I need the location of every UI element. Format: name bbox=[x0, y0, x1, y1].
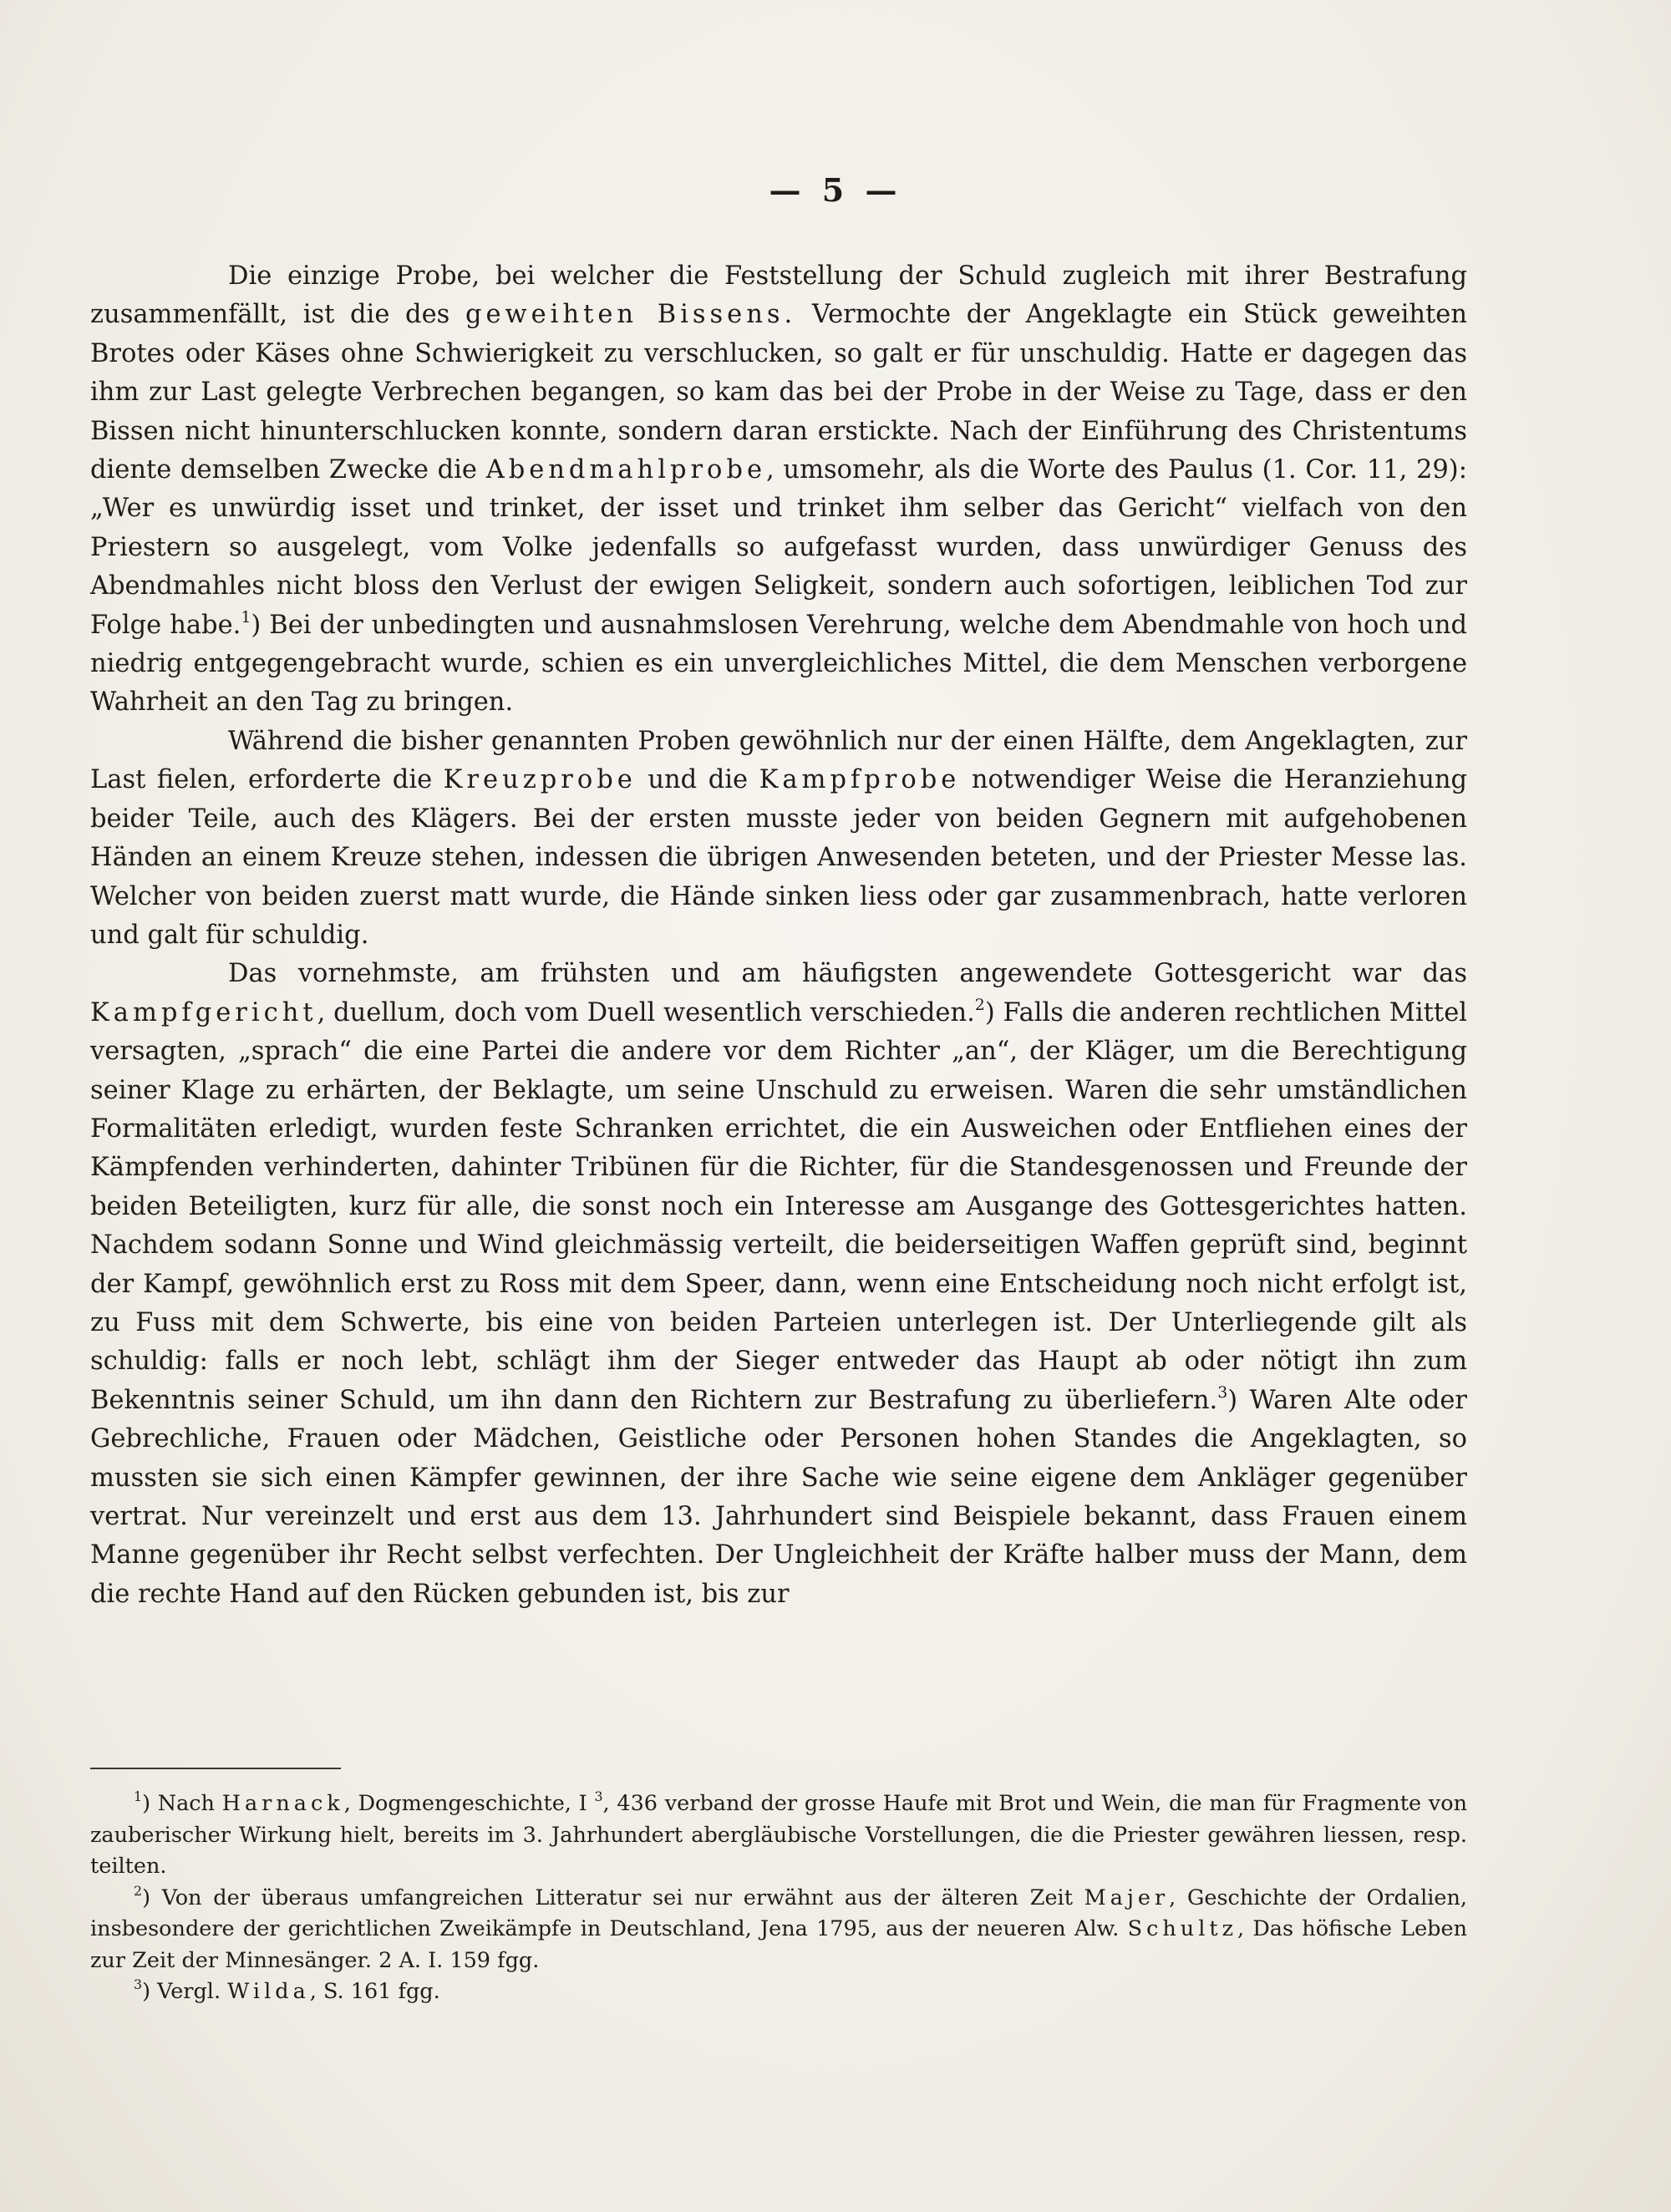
footnote-3 bbox=[90, 1976, 1467, 2008]
text-run: Die einzige Probe, bei welcher die Feststellung der Schuld zugleich mit ihrer Bestrafung zusammenfällt, ist die des bbox=[90, 261, 1467, 330]
text-run: , 436 verband der grosse Haufe mit Brot und Wein, die man für Fragmente von zauberischer Wirkung hielt, bereits im 3. Jahrhundert abergläubische Vorstellungen, die die Priester gewähren liessen, resp. teilten. bbox=[90, 1791, 1467, 1879]
text-run: , Dogmengeschichte, I bbox=[343, 1791, 595, 1816]
footnote-mark: 2 bbox=[134, 1882, 143, 1899]
footnote-1 bbox=[90, 1788, 1467, 1883]
text-run: , umsomehr, als die Worte des Paulus (1. Cor. 11, 29): „Wer es unwürdig isset und trinket, der isset und trinket ihm selber das Gericht“ vielfach von den Priestern so ausgelegt, vom Volke jedenfalls so aufgefasst wurden, dass unwürdiger Genuss des Abendmahles nicht bloss den Verlust der ewigen Seligkeit, sondern auch sofortigen, leiblichen Tod zur Folge habe. bbox=[90, 455, 1467, 640]
main-text bbox=[90, 257, 1467, 1614]
text-run: Vermochte der Angeklagte ein Stück geweihten Brotes oder Käses ohne Schwierigkeit zu verschlucken, so galt er für unschuldig. Hatte er dagegen das ihm zur Last gelegte Verbrechen begangen, so kam das bei der Probe in der Weise zu Tage, dass er den Bissen nicht hinunterschlucken konnte, sondern daran erstickte. Nach der Einführung des Christentums diente demselben Zwecke die bbox=[90, 300, 1467, 485]
footnotes bbox=[90, 1788, 1467, 2008]
text-run: , Das höfische Leben zur Zeit der Minnesänger. 2 A. I. 159 fgg. bbox=[90, 1916, 1467, 1973]
text-run: ) Von der überaus umfangreichen Litteratur sei nur erwähnt aus der älteren Zeit bbox=[142, 1885, 1084, 1910]
spaced-term: Kampfprobe bbox=[759, 765, 961, 795]
spaced-term: geweihten Bissens. bbox=[465, 300, 797, 330]
spaced-term: Wilda bbox=[227, 1979, 310, 2004]
text-run: ) Bei der unbedingten und ausnahmslosen Verehrung, welche dem Abendmahle von hoch und niedrig entgegengebracht wurde, schien es ein unvergleichliches Mittel, die dem Menschen verborgene Wahrheit an den Tag zu bringen. bbox=[90, 610, 1467, 718]
text-run: Während die bisher genannten Proben gewöhnlich nur der einen Hälfte, dem Angeklagten, zur Last fielen, erforderte die bbox=[90, 726, 1467, 795]
text-run: ) Nach bbox=[142, 1791, 222, 1816]
text-run: ) Vergl. bbox=[142, 1979, 228, 2004]
footnote-divider bbox=[90, 1768, 341, 1769]
paragraph-2 bbox=[90, 723, 1467, 955]
spaced-term: Abendmahlprobe bbox=[485, 455, 766, 485]
text-run: ) Waren Alte oder Gebrechliche, Frauen oder Mädchen, Geistliche oder Personen hohen Standes die Angeklagten, so mussten sie sich einen Kämpfer gewinnen, der ihre Sache wie seine eigene dem Ankläger gegenüber vertrat. Nur vereinzelt und erst aus dem 13. Jahrhundert sind Beispiele bekannt, dass Frauen einem Manne gegenüber ihr Recht selbst verfechten. Der Ungleichheit der Kräfte halber muss der Mann, dem die rechte Hand auf den Rücken gebunden ist, bis zur bbox=[90, 1385, 1468, 1609]
text-run: , duellum, doch vom Duell wesentlich verschieden. bbox=[317, 997, 975, 1027]
footnote-mark: 1 bbox=[134, 1788, 143, 1804]
text-run: , S. 161 fgg. bbox=[309, 1979, 440, 2004]
spaced-term: Harnack bbox=[221, 1791, 344, 1816]
edition-mark: 3 bbox=[594, 1788, 603, 1804]
footnote-ref[interactable]: 2 bbox=[974, 995, 985, 1014]
spaced-term: Majer bbox=[1084, 1885, 1170, 1910]
text-run: , Geschichte der Ordalien, insbesondere der gerichtlichen Zweikämpfe in Deutschland, Jena 1795, aus der neueren Alw. bbox=[90, 1885, 1468, 1941]
text-run: und die bbox=[636, 765, 759, 795]
spaced-term: Kreuzprobe bbox=[443, 765, 637, 795]
text-run: notwendiger Weise die Heranziehung beider Teile, auch des Klägers. Bei der ersten musste jeder von beiden Gegnern mit aufgehobenen Händen an einem Kreuze stehen, indessen die übrigen Anwesenden beteten, und der Priester Messe las. Welcher von beiden zuerst matt wurde, die Hände sinken liess oder gar zusammenbrach, hatte verloren und galt für schuldig. bbox=[90, 765, 1468, 950]
text-run: ) Falls die anderen rechtlichen Mittel versagten, „sprach“ die eine Partei die andere vor dem Richter „an“, der Kläger, um die Berechtigung seiner Klage zu erhärten, der Beklagte, um seine Unschuld zu erweisen. Waren die sehr umständlichen Formalitäten erledigt, wurden feste Schranken errichtet, die ein Ausweichen oder Entfliehen eines der Kämpfenden verhinderten, dahinter Tribünen für die Richter, für die Standesgenossen und Freunde der beiden Beteiligten, kurz für alle, die sonst noch ein Interesse am Ausgange des Gottesgerichtes hatten. Nachdem sodann Sonne und Wind gleichmässig verteilt, die beiderseitigen Waffen geprüft sind, beginnt der Kampf, gewöhnlich erst zu Ross mit dem Speer, dann, wenn eine Entscheidung noch nicht erfolgt ist, zu Fuss mit dem Schwerte, bis eine von beiden Parteien unterlegen ist. Der Unterliegende gilt als schuldig: falls er noch lebt, schlägt ihm der Sieger entweder das Haupt ab oder nötigt ihn zum Bekenntnis seiner Schuld, um ihn dann den Richtern zur Bestrafung zu überliefern. bbox=[90, 997, 1467, 1415]
paragraph-1 bbox=[90, 257, 1467, 723]
footnote-mark: 3 bbox=[134, 1976, 143, 1992]
text-run: Das vornehmste, am frühsten und am häufigsten angewendete Gottesgericht war das bbox=[228, 959, 1467, 989]
spaced-term: Kampfgericht bbox=[90, 997, 317, 1027]
footnote-ref[interactable]: 3 bbox=[1217, 1382, 1228, 1402]
paragraph-3 bbox=[90, 955, 1467, 1614]
footnote-ref[interactable]: 1 bbox=[241, 607, 251, 627]
spaced-term: Schultz bbox=[1127, 1916, 1238, 1941]
page-number: — 5 — bbox=[769, 171, 902, 209]
footnote-2 bbox=[90, 1883, 1467, 1977]
